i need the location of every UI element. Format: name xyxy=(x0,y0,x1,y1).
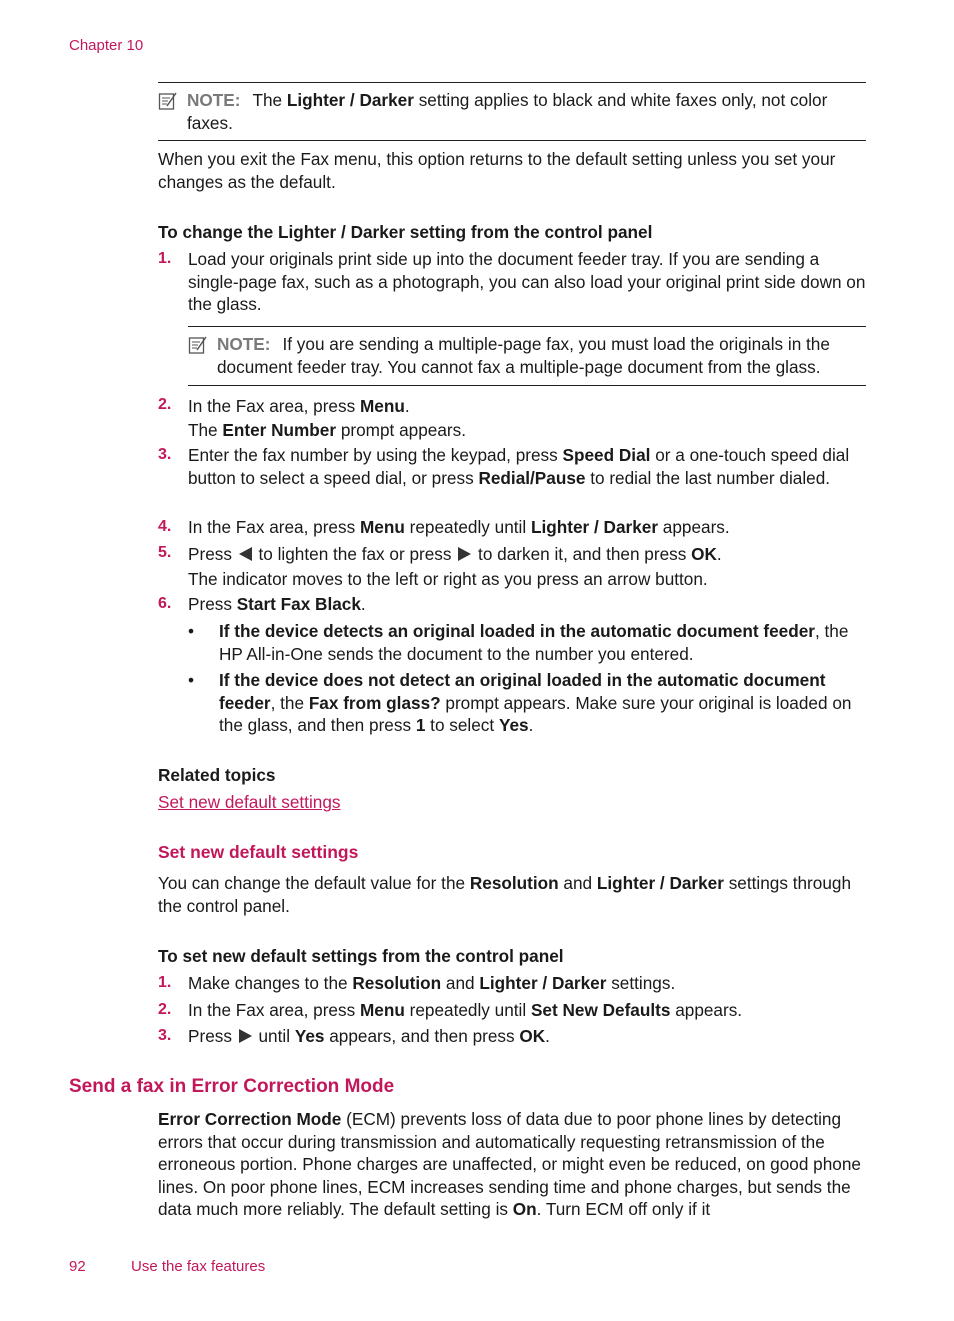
step-number: 4. xyxy=(158,518,172,535)
right-arrow-icon xyxy=(239,1029,252,1043)
step-text: In the Fax area, press Menu repeatedly until Set New Defaults appears. xyxy=(188,1000,743,1020)
chapter-header: Chapter 10 xyxy=(69,37,144,54)
left-arrow-icon xyxy=(239,547,252,561)
step-text: Press to lighten the fax or press to darken it, and then press OK. The indicator moves to the left or right as you press an arrow button. xyxy=(188,544,722,589)
note-icon xyxy=(188,335,208,355)
note-label: NOTE: xyxy=(187,90,241,110)
step-text: Load your originals print side up into the document feeder tray. If you are sending a single-page fax, such as a photograph, you can also load your original print side down on the glass. xyxy=(188,249,866,314)
note-text: The Lighter / Darker setting applies to black and white faxes only, not color faxes. xyxy=(187,90,828,133)
step-text: Make changes to the Resolution and Lighter / Darker settings. xyxy=(188,973,676,993)
right-arrow-icon xyxy=(458,547,471,561)
section-heading: Set new default settings xyxy=(158,842,359,862)
note-icon xyxy=(158,91,178,111)
step-number: 2. xyxy=(158,1001,172,1018)
step-number: 1. xyxy=(158,250,172,267)
step-number: 3. xyxy=(158,446,172,463)
step-number: 2. xyxy=(158,396,172,413)
note-box xyxy=(158,82,866,141)
note-box xyxy=(188,326,866,386)
section-heading: Send a fax in Error Correction Mode xyxy=(69,1076,395,1097)
step-number: 5. xyxy=(158,544,172,561)
step-number: 6. xyxy=(158,595,172,612)
procedure-heading: To change the Lighter / Darker setting from the control panel xyxy=(158,222,653,242)
note-text: If you are sending a multiple-page fax, you must load the originals in the document feeder tray. You cannot fax a multiple-page document from the glass. xyxy=(217,334,830,377)
section-paragraph: Error Correction Mode (ECM) prevents loss of data due to poor phone lines by detecting errors that occur during transmission and automatically requesting retransmission of the erroneous portion. Phone charges are unaffected, or might even be reduced, on good phone lines. On poor phone lines, ECM increases sending time and phone charges, but sends the data much more reliably. The default setting is On. Turn ECM off only if it xyxy=(158,1109,861,1219)
related-topics-heading: Related topics xyxy=(158,765,276,785)
note-label: NOTE: xyxy=(217,334,271,354)
step-number: 1. xyxy=(158,974,172,991)
section-paragraph: You can change the default value for the Resolution and Lighter / Darker settings through the control panel. xyxy=(158,873,852,916)
bullet-text: If the device detects an original loaded in the automatic document feeder, the HP All-in-One sends the document to the number you entered. xyxy=(219,621,849,664)
footer-title: Use the fax features xyxy=(131,1258,266,1275)
related-topic-link[interactable]: Set new default settings xyxy=(158,792,341,812)
step-text: Press Start Fax Black. xyxy=(188,594,366,614)
step-text: In the Fax area, press Menu repeatedly until Lighter / Darker appears. xyxy=(188,517,730,537)
bullet-mark: • xyxy=(188,670,195,690)
bullet-text: If the device does not detect an original loaded in the automatic document feeder, the Fax from glass? prompt appears. Make sure your original is loaded on the glass, and then press 1 to select Yes. xyxy=(219,670,852,735)
step-text: In the Fax area, press Menu. The Enter Number prompt appears. xyxy=(188,396,466,440)
step-number: 3. xyxy=(158,1027,172,1044)
bullet-mark: • xyxy=(188,621,195,641)
page-number: 92 xyxy=(69,1258,86,1275)
step-text: Press until Yes appears, and then press OK. xyxy=(188,1026,550,1046)
procedure-heading: To set new default settings from the control panel xyxy=(158,946,564,966)
step-text: Enter the fax number by using the keypad, press Speed Dial or a one-touch speed dial button to select a speed dial, or press Redial/Pause to redial the last number dialed. xyxy=(188,445,850,488)
intro-paragraph: When you exit the Fax menu, this option returns to the default setting unless you set your changes as the default. xyxy=(158,149,836,192)
